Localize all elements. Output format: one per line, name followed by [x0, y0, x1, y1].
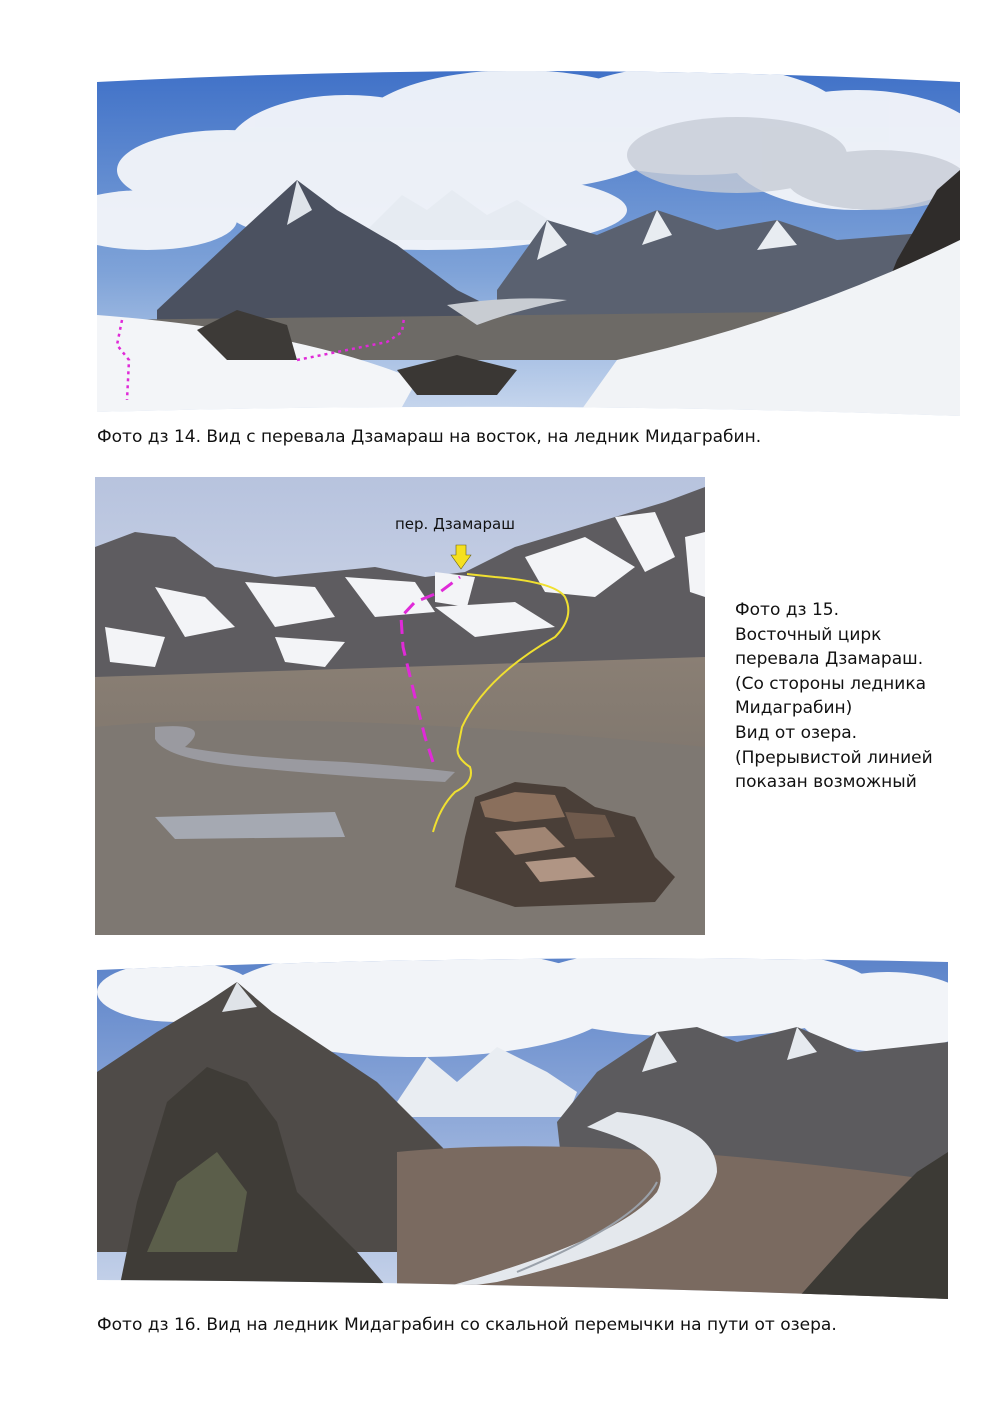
glacier-photo-16: [97, 952, 948, 1299]
side-caption-line: Восточный цирк: [735, 624, 882, 645]
photo-16-caption: Фото дз 16. Вид на ледник Мидаграбин со скальной перемычки на пути от озера.: [97, 1315, 837, 1335]
photo-15-side-caption: [735, 598, 975, 795]
side-caption-line: показан возможный: [735, 772, 917, 793]
panorama-photo-14: [97, 60, 960, 416]
photo-14-caption: Фото дз 14. Вид с перевала Дзамараш на восток, на ледник Мидаграбин.: [97, 427, 762, 447]
side-caption-line: (Со стороны ледника: [735, 673, 927, 694]
side-caption-line: Вид от озера.: [735, 722, 858, 743]
cirque-photo-15: [95, 477, 705, 935]
side-caption-line: (Прерывистой линией: [735, 747, 933, 768]
pass-label: пер. Дзамараш: [395, 515, 515, 533]
side-caption-line: Фото дз 15.: [735, 600, 839, 620]
side-caption-line: перевала Дзамараш.: [735, 649, 924, 670]
side-caption-line: Мидаграбин): [735, 698, 853, 719]
